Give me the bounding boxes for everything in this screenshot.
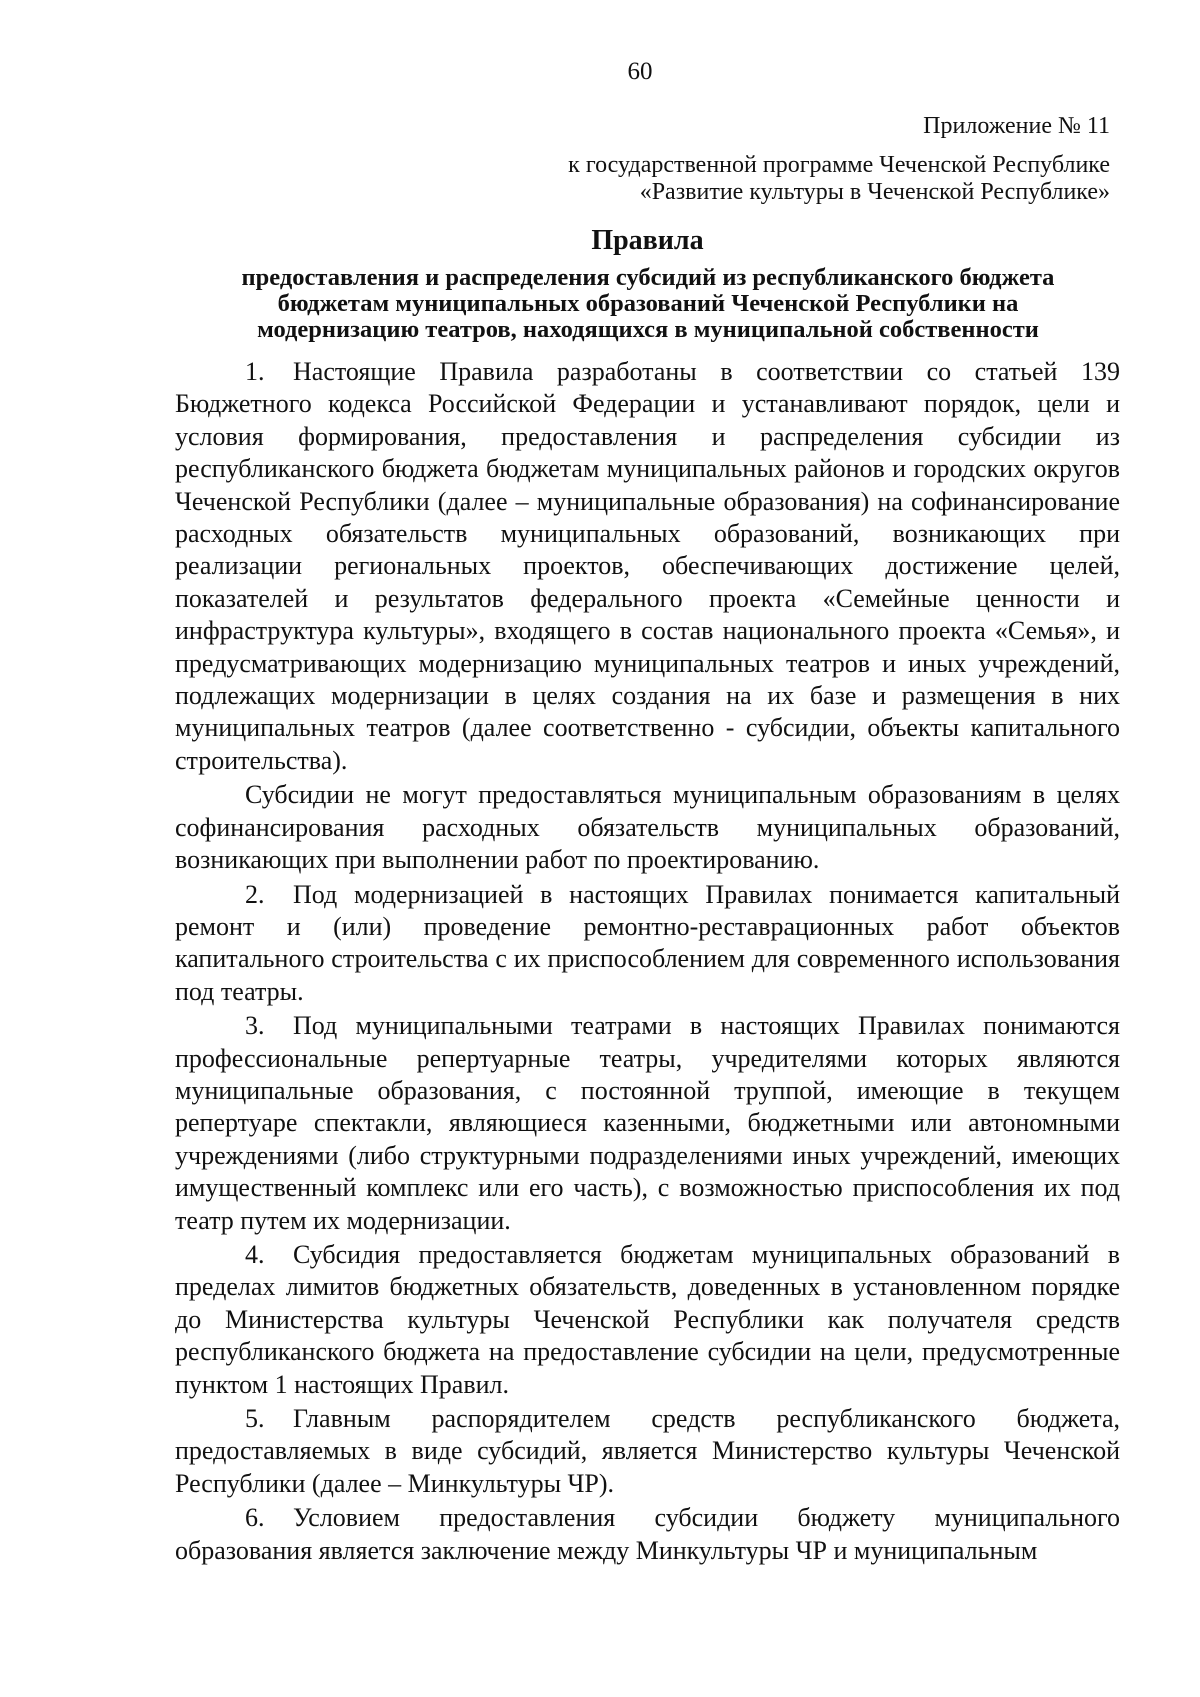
appendix-reference-line: «Развитие культуры в Чеченской Республике» bbox=[639, 179, 1110, 205]
paragraph bbox=[175, 1239, 1120, 1401]
paragraph-text: Условием предоставления субсидии бюджету муниципального образования является заключение между Минкультуры ЧР и муниципальным bbox=[175, 1503, 1120, 1565]
paragraph-text: Под модернизацией в настоящих Правилах понимается капитальный ремонт и (или) проведение ремонтно-реставрационных работ объектов капитального строительства с их приспособлением для современного использования под театры. bbox=[175, 879, 1120, 1006]
paragraph-text: Под муниципальными театрами в настоящих Правилах понимаются профессиональные репертуарные театры, учредителями которых являются муниципальные образования, с постоянной труппой, имеющие в текущем репертуаре спектакли, являющиеся казенными, бюджетными или автономными учреждениями (либо структурными подразделениями иных учреждений, имеющих имущественный комплекс или его часть), с возможностью приспособления их под театр путем их модернизации. bbox=[175, 1011, 1120, 1235]
paragraph-text: Главным распорядителем средств республиканского бюджета, предоставляемых в виде субсидий, является Министерство культуры Чеченской Республики (далее – Минкультуры ЧР). bbox=[175, 1404, 1120, 1498]
paragraph-number: 4. bbox=[245, 1239, 265, 1269]
paragraph bbox=[175, 1403, 1120, 1500]
paragraph-text: Субсидия предоставляется бюджетам муниципальных образований в пределах лимитов бюджетных обязательств, доведенных в установленном порядке до Министерства культуры Чеченской Республики как получателя средств республиканского бюджета на предоставление субсидии на цели, предусмотренные пунктом 1 настоящих Правил. bbox=[175, 1239, 1120, 1399]
paragraph-number: 6. bbox=[245, 1503, 265, 1533]
subtitle-line: бюджетам муниципальных образований Чеченской Республики на bbox=[277, 290, 1019, 317]
paragraph-number: 3. bbox=[245, 1011, 265, 1041]
paragraph bbox=[175, 779, 1120, 876]
appendix-reference-line: к государственной программе Чеченской Республике bbox=[568, 152, 1110, 178]
document-title: Правила bbox=[591, 225, 704, 256]
paragraph-number: 5. bbox=[245, 1404, 265, 1433]
paragraph-text: Субсидии не могут предоставляться муниципальным образованиям в целях софинансирования расходных обязательств муниципальных образований, возникающих при выполнении работ по проектированию. bbox=[175, 780, 1120, 875]
paragraph bbox=[175, 1010, 1120, 1237]
paragraph bbox=[175, 879, 1120, 1009]
appendix-number: Приложение № 11 bbox=[923, 113, 1110, 139]
document-body bbox=[175, 356, 1120, 1567]
paragraph bbox=[175, 1502, 1120, 1567]
subtitle-line: предоставления и распределения субсидий из республиканского бюджета bbox=[241, 264, 1055, 291]
appendix-reference bbox=[568, 152, 1110, 206]
paragraph bbox=[175, 356, 1120, 777]
paragraph-number: 2. bbox=[245, 879, 265, 909]
document-subtitle bbox=[168, 265, 1128, 343]
page-number: 60 bbox=[627, 58, 653, 85]
paragraph-text: Настоящие Правила разработаны в соответствии со статьей 139 Бюджетного кодекса Российской Федерации и устанавливают порядок, цели и условия формирования, предоставления и распределения субсидии из республиканского бюджета бюджетам муниципальных районов и городских округов Чеченской Республики (далее – муниципальные образования) на софинансирование расходных обязательств муниципальных образований, возникающих при реализации региональных проектов, обеспечивающих достижение целей, показателей и результатов федерального проекта «Семейные ценности и инфраструктура культуры», входящего в состав национального проекта «Семья», и предусматривающих модернизацию муниципальных театров и иных учреждений, подлежащих модернизации в целях создания на их базе и размещения в них муниципальных театров (далее соответственно - субсидии, объекты капитального строительства). bbox=[175, 357, 1120, 775]
subtitle-line: модернизацию театров, находящихся в муниципальной собственности bbox=[257, 316, 1039, 343]
paragraph-number: 1. bbox=[245, 357, 265, 386]
